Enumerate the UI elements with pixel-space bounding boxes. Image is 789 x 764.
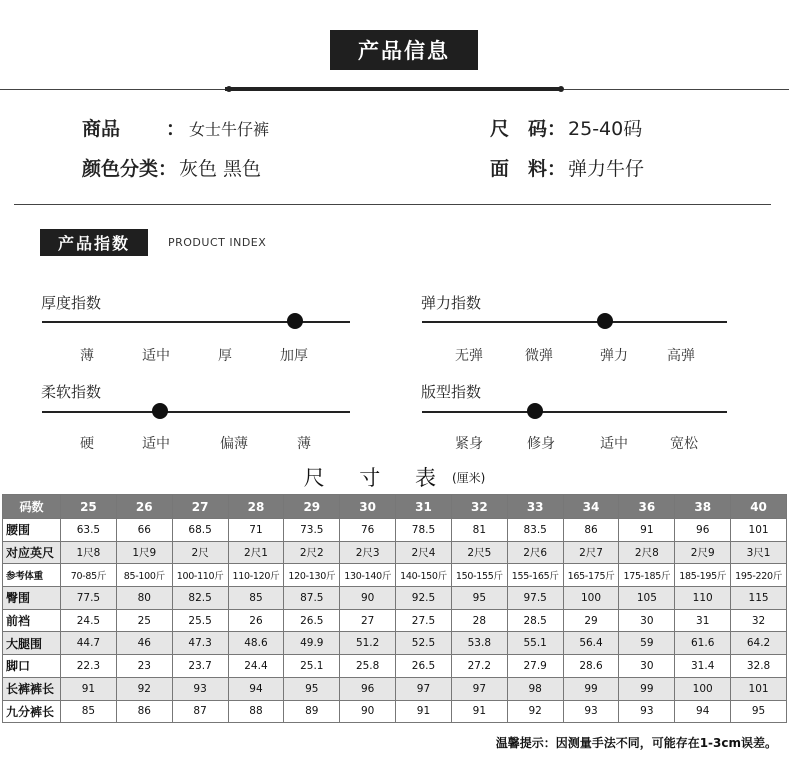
table-cell: 110: [675, 587, 731, 610]
table-cell: 27.5: [396, 609, 452, 632]
table-cell: 23: [116, 655, 172, 678]
info-size-label: 尺 码：: [490, 118, 567, 140]
table-cell: 53.8: [451, 632, 507, 655]
gauge-elasticity-option: 高弹: [667, 348, 695, 364]
table-cell: 27.2: [451, 655, 507, 678]
table-cell: 150-155斤: [451, 564, 507, 587]
table-cell: 25.5: [172, 609, 228, 632]
table-cell: 93: [563, 700, 619, 723]
table-row: [3, 655, 787, 678]
gauge-softness-option: 硬: [80, 436, 94, 452]
size-header-cell: 26: [116, 495, 172, 519]
table-cell: 99: [563, 677, 619, 700]
info-fabric: [490, 154, 644, 181]
gauge-thickness-option: 薄: [80, 348, 94, 364]
table-cell: 96: [340, 677, 396, 700]
header-dot-left: [226, 86, 232, 92]
table-cell: 68.5: [172, 519, 228, 542]
table-cell: 52.5: [396, 632, 452, 655]
info-fabric-label: 面 料：: [490, 158, 567, 180]
table-cell: 29: [563, 609, 619, 632]
gauge-elasticity-title: 弹力指数: [421, 294, 482, 312]
table-cell: 28.6: [563, 655, 619, 678]
gauge-softness: [41, 381, 361, 461]
table-row: [3, 541, 787, 564]
table-cell: 96: [675, 519, 731, 542]
gauge-fit-option: 紧身: [455, 436, 483, 452]
measurement-tip: 温馨提示：因测量手法不同，可能存在1-3cm误差。: [495, 736, 777, 750]
info-name-sep: ：: [166, 118, 186, 140]
size-header-cell: 31: [396, 495, 452, 519]
size-header-cell: 36: [619, 495, 675, 519]
table-cell: 85: [61, 700, 117, 723]
table-cell: 73.5: [284, 519, 340, 542]
size-header-cell: 34: [563, 495, 619, 519]
table-cell: 2尺2: [284, 541, 340, 564]
gauge-softness-option: 适中: [142, 436, 170, 452]
table-cell: 25: [116, 609, 172, 632]
table-cell: 51.2: [340, 632, 396, 655]
table-cell: 91: [619, 519, 675, 542]
table-cell: 101: [731, 677, 787, 700]
gauge-fit-title: 版型指数: [421, 383, 482, 401]
header-dot-right: [558, 86, 564, 92]
table-cell: 44.7: [61, 632, 117, 655]
table-cell: 83.5: [507, 519, 563, 542]
table-cell: 22.3: [61, 655, 117, 678]
size-header-cell: 28: [228, 495, 284, 519]
size-header-label: 码数: [3, 495, 61, 519]
table-cell: 49.9: [284, 632, 340, 655]
gauge-elasticity-option: 弹力: [600, 348, 628, 364]
gauge-softness-track: [42, 411, 350, 413]
table-cell: 81: [451, 519, 507, 542]
table-cell: 31: [675, 609, 731, 632]
row-label: 参考体重: [3, 564, 61, 587]
gauge-elasticity-knob: [597, 313, 613, 329]
table-cell: 89: [284, 700, 340, 723]
table-cell: 27.9: [507, 655, 563, 678]
table-cell: 1尺9: [116, 541, 172, 564]
table-cell: 165-175斤: [563, 564, 619, 587]
table-cell: 25.1: [284, 655, 340, 678]
table-cell: 47.3: [172, 632, 228, 655]
table-cell: 24.5: [61, 609, 117, 632]
size-header-cell: 33: [507, 495, 563, 519]
header-accent-bar: [225, 87, 563, 91]
table-cell: 64.2: [731, 632, 787, 655]
size-header-cell: 30: [340, 495, 396, 519]
gauge-thickness-knob: [287, 313, 303, 329]
table-cell: 82.5: [172, 587, 228, 610]
row-label: 大腿围: [3, 632, 61, 655]
table-cell: 140-150斤: [396, 564, 452, 587]
table-row: [3, 519, 787, 542]
table-cell: 99: [619, 677, 675, 700]
row-label: 脚口: [3, 655, 61, 678]
gauge-thickness: [41, 292, 361, 372]
gauge-fit-knob: [527, 403, 543, 419]
gauge-thickness-option: 厚: [218, 348, 232, 364]
table-cell: 97: [451, 677, 507, 700]
product-index-subtitle: PRODUCT INDEX: [168, 236, 267, 249]
table-cell: 91: [396, 700, 452, 723]
row-label: 九分裤长: [3, 700, 61, 723]
product-index-title: 产品指数: [40, 229, 148, 256]
gauge-thickness-title: 厚度指数: [41, 294, 102, 312]
table-cell: 25.8: [340, 655, 396, 678]
table-cell: 46: [116, 632, 172, 655]
info-divider: [14, 204, 771, 205]
table-cell: 88: [228, 700, 284, 723]
table-cell: 61.6: [675, 632, 731, 655]
info-fabric-value: 弹力牛仔: [568, 158, 645, 180]
table-cell: 70-85斤: [61, 564, 117, 587]
table-cell: 23.7: [172, 655, 228, 678]
table-cell: 93: [172, 677, 228, 700]
gauge-softness-option: 偏薄: [220, 436, 248, 452]
table-cell: 2尺1: [228, 541, 284, 564]
table-cell: 95: [284, 677, 340, 700]
table-cell: 32.8: [731, 655, 787, 678]
table-cell: 92: [116, 677, 172, 700]
gauge-thickness-option: 加厚: [280, 348, 308, 364]
table-cell: 71: [228, 519, 284, 542]
table-cell: 78.5: [396, 519, 452, 542]
table-cell: 120-130斤: [284, 564, 340, 587]
table-cell: 91: [61, 677, 117, 700]
table-cell: 97: [396, 677, 452, 700]
table-cell: 97.5: [507, 587, 563, 610]
table-cell: 130-140斤: [340, 564, 396, 587]
table-cell: 26.5: [396, 655, 452, 678]
table-cell: 90: [340, 700, 396, 723]
table-cell: 76: [340, 519, 396, 542]
table-cell: 80: [116, 587, 172, 610]
table-cell: 100-110斤: [172, 564, 228, 587]
size-header-cell: 29: [284, 495, 340, 519]
table-cell: 1尺8: [61, 541, 117, 564]
gauge-fit-track: [422, 411, 727, 413]
table-cell: 92.5: [396, 587, 452, 610]
table-cell: 100: [675, 677, 731, 700]
size-header-row: [3, 495, 787, 519]
info-name-value: 女士牛仔裤: [189, 120, 270, 139]
gauge-elasticity-track: [422, 321, 727, 323]
table-cell: 32: [731, 609, 787, 632]
table-cell: 2尺3: [340, 541, 396, 564]
table-cell: 2尺5: [451, 541, 507, 564]
info-name-label: 商品: [82, 118, 121, 140]
info-size-value: 25-40码: [568, 118, 643, 140]
table-cell: 2尺6: [507, 541, 563, 564]
info-name: [82, 114, 269, 141]
table-cell: 63.5: [61, 519, 117, 542]
row-label: 臀围: [3, 587, 61, 610]
table-row: [3, 677, 787, 700]
gauge-thickness-option: 适中: [142, 348, 170, 364]
table-cell: 86: [563, 519, 619, 542]
info-size: [490, 114, 642, 141]
table-cell: 91: [451, 700, 507, 723]
table-cell: 31.4: [675, 655, 731, 678]
table-row: [3, 609, 787, 632]
size-table-heading: 尺 寸 表: [303, 466, 450, 490]
table-cell: 85-100斤: [116, 564, 172, 587]
gauge-softness-knob: [152, 403, 168, 419]
size-header-cell: 38: [675, 495, 731, 519]
table-cell: 105: [619, 587, 675, 610]
table-cell: 94: [675, 700, 731, 723]
table-cell: 2尺4: [396, 541, 452, 564]
table-cell: 66: [116, 519, 172, 542]
table-cell: 185-195斤: [675, 564, 731, 587]
size-header-cell: 40: [731, 495, 787, 519]
table-cell: 92: [507, 700, 563, 723]
row-label: 对应英尺: [3, 541, 61, 564]
table-cell: 28.5: [507, 609, 563, 632]
table-cell: 93: [619, 700, 675, 723]
table-row: [3, 587, 787, 610]
table-cell: 2尺9: [675, 541, 731, 564]
table-cell: 87: [172, 700, 228, 723]
table-cell: 56.4: [563, 632, 619, 655]
table-cell: 3尺1: [731, 541, 787, 564]
table-cell: 59: [619, 632, 675, 655]
gauge-elasticity: [421, 292, 741, 372]
table-cell: 2尺: [172, 541, 228, 564]
size-table: [2, 494, 787, 723]
table-cell: 87.5: [284, 587, 340, 610]
gauge-fit-option: 宽松: [670, 436, 698, 452]
size-header-cell: 32: [451, 495, 507, 519]
gauge-fit: [421, 381, 741, 461]
info-color: [82, 154, 261, 181]
gauge-fit-option: 适中: [600, 436, 628, 452]
row-label: 腰围: [3, 519, 61, 542]
table-cell: 2尺8: [619, 541, 675, 564]
table-cell: 55.1: [507, 632, 563, 655]
table-cell: 27: [340, 609, 396, 632]
table-row: [3, 632, 787, 655]
size-table-unit: (厘米): [451, 470, 486, 485]
table-cell: 85: [228, 587, 284, 610]
table-row: [3, 564, 787, 587]
gauge-fit-option: 修身: [527, 436, 555, 452]
gauge-softness-title: 柔软指数: [41, 383, 102, 401]
table-cell: 26.5: [284, 609, 340, 632]
table-cell: 175-185斤: [619, 564, 675, 587]
table-cell: 77.5: [61, 587, 117, 610]
table-cell: 115: [731, 587, 787, 610]
table-cell: 48.6: [228, 632, 284, 655]
product-info-title: 产品信息: [330, 30, 478, 70]
info-color-value: 灰色 黑色: [179, 158, 262, 180]
table-cell: 101: [731, 519, 787, 542]
table-row: [3, 700, 787, 723]
table-cell: 30: [619, 655, 675, 678]
table-cell: 28: [451, 609, 507, 632]
table-cell: 86: [116, 700, 172, 723]
size-table-body: [3, 495, 787, 723]
size-header-cell: 25: [61, 495, 117, 519]
table-cell: 26: [228, 609, 284, 632]
row-label: 前裆: [3, 609, 61, 632]
table-cell: 195-220斤: [731, 564, 787, 587]
table-cell: 2尺7: [563, 541, 619, 564]
table-cell: 95: [731, 700, 787, 723]
table-cell: 100: [563, 587, 619, 610]
table-cell: 24.4: [228, 655, 284, 678]
table-cell: 30: [619, 609, 675, 632]
table-cell: 155-165斤: [507, 564, 563, 587]
row-label: 长裤裤长: [3, 677, 61, 700]
gauge-thickness-track: [42, 321, 350, 323]
table-cell: 94: [228, 677, 284, 700]
gauge-softness-option: 薄: [297, 436, 311, 452]
table-cell: 95: [451, 587, 507, 610]
table-cell: 98: [507, 677, 563, 700]
gauge-elasticity-option: 无弹: [455, 348, 483, 364]
gauge-elasticity-option: 微弹: [525, 348, 553, 364]
info-color-label: 颜色分类：: [82, 158, 178, 180]
table-cell: 110-120斤: [228, 564, 284, 587]
table-cell: 90: [340, 587, 396, 610]
size-header-cell: 27: [172, 495, 228, 519]
size-table-title: [0, 462, 789, 492]
